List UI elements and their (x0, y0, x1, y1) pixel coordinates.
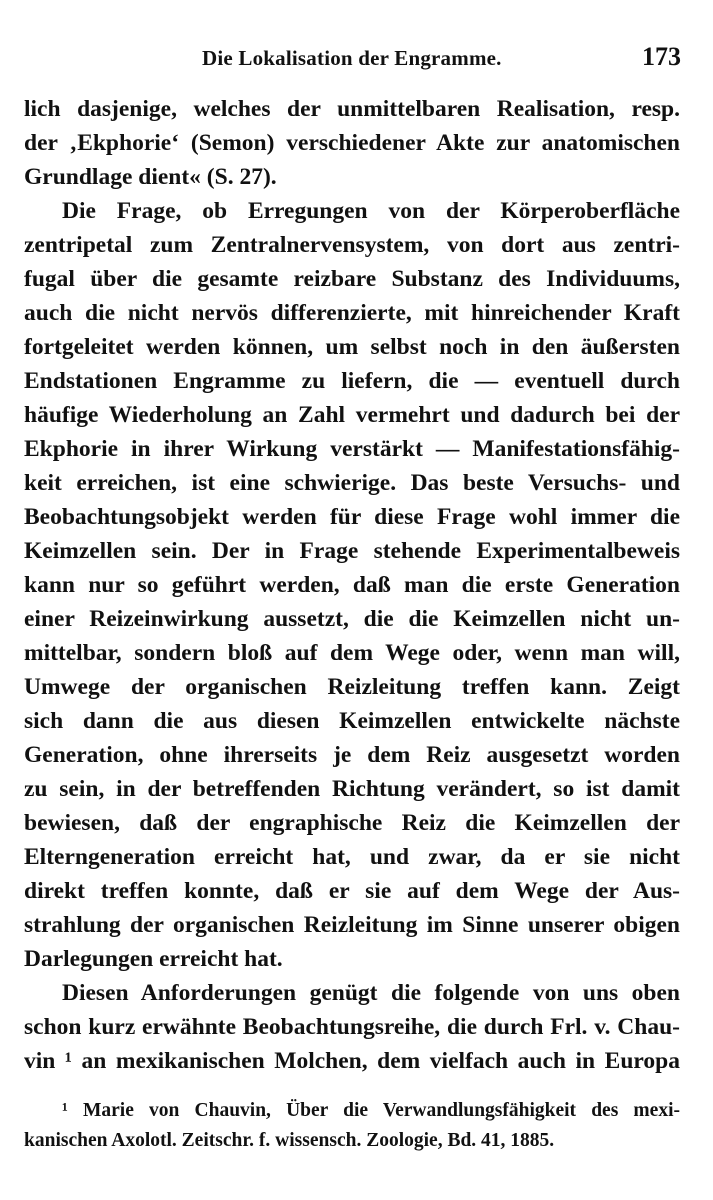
text-line: Elterngeneration erreicht hat, und zwar, da er sie nicht (24, 844, 680, 870)
text-line: bewiesen, daß der engraphische Reiz die Keimzellen der (24, 810, 680, 836)
text-line: strahlung der organischen Reizleitung im Sinne unserer obigen (24, 912, 680, 938)
text-line: sich dann die aus diesen Keimzellen entwickelte nächste (24, 708, 680, 734)
text-line: Die Frage, ob Erregungen von der Körperoberfläche (62, 198, 680, 224)
text-line: zentripetal zum Zentralnervensystem, von dort aus zentri- (24, 232, 680, 258)
text-line: einer Reizeinwirkung aussetzt, die die Keimzellen nicht un- (24, 606, 680, 632)
footnote (24, 1096, 680, 1156)
text-line: kann nur so geführt werden, daß man die erste Generation (24, 572, 680, 598)
text-line: häufige Wiederholung an Zahl vermehrt und dadurch bei der (24, 402, 680, 428)
text-line: Keimzellen sein. Der in Frage stehende Experimentalbeweis (24, 538, 680, 564)
paragraph-continuation (24, 92, 680, 194)
text-line: der ‚Ekphorie‘ (Semon) verschiedener Akte zur anatomischen (24, 130, 680, 156)
text-line: direkt treffen konnte, daß er sie auf dem Wege der Aus- (24, 878, 680, 904)
paragraph-chauvin-experiment (24, 976, 680, 1078)
text-line: Umwege der organischen Reizleitung treffen kann. Zeigt (24, 674, 680, 700)
running-head-title: Die Lokalisation der Engramme. (202, 46, 502, 70)
text-line: fugal über die gesamte reizbare Substanz des Individuums, (24, 266, 680, 292)
body-text (24, 92, 680, 1078)
page-number: 173 (642, 42, 681, 71)
text-line: schon kurz erwähnte Beobachtungsreihe, die durch Frl. v. Chau- (24, 1014, 680, 1040)
text-line: mittelbar, sondern bloß auf dem Wege oder, wenn man will, (24, 640, 680, 666)
text-line: Endstationen Engramme zu liefern, die — eventuell durch (24, 368, 680, 394)
paragraph-experiment-question (24, 194, 680, 976)
text-line: Beobachtungsobjekt werden für diese Frage wohl immer die (24, 504, 680, 530)
footnote-line: ¹ Marie von Chauvin, Über die Verwandlungsfähigkeit des mexi- (62, 1100, 680, 1121)
footnote-line: kanischen Axolotl. Zeitschr. f. wissensch. Zoologie, Bd. 41, 1885. (24, 1130, 555, 1151)
text-line: Diesen Anforderungen genügt die folgende von uns oben (62, 980, 680, 1006)
text-line: Generation, ohne ihrerseits je dem Reiz ausgesetzt worden (24, 742, 680, 768)
text-line: lich dasjenige, welches der unmittelbaren Realisation, resp. (24, 96, 680, 122)
text-line: Darlegungen erreicht hat. (24, 946, 283, 972)
text-line: auch die nicht nervös differenzierte, mit hinreichender Kraft (24, 300, 680, 326)
text-line: zu sein, in der betreffenden Richtung verändert, so ist damit (24, 776, 680, 802)
text-line: fortgeleitet werden können, um selbst noch in den äußersten (24, 334, 680, 360)
text-line: keit erreichen, ist eine schwierige. Das beste Versuchs- und (24, 470, 680, 496)
text-line: Grundlage dient« (S. 27). (24, 164, 277, 190)
text-line: Ekphorie in ihrer Wirkung verstärkt — Manifestationsfähig- (24, 436, 680, 462)
text-line: vin ¹ an mexikanischen Molchen, dem vielfach auch in Europa (24, 1048, 680, 1074)
running-head (24, 44, 681, 78)
